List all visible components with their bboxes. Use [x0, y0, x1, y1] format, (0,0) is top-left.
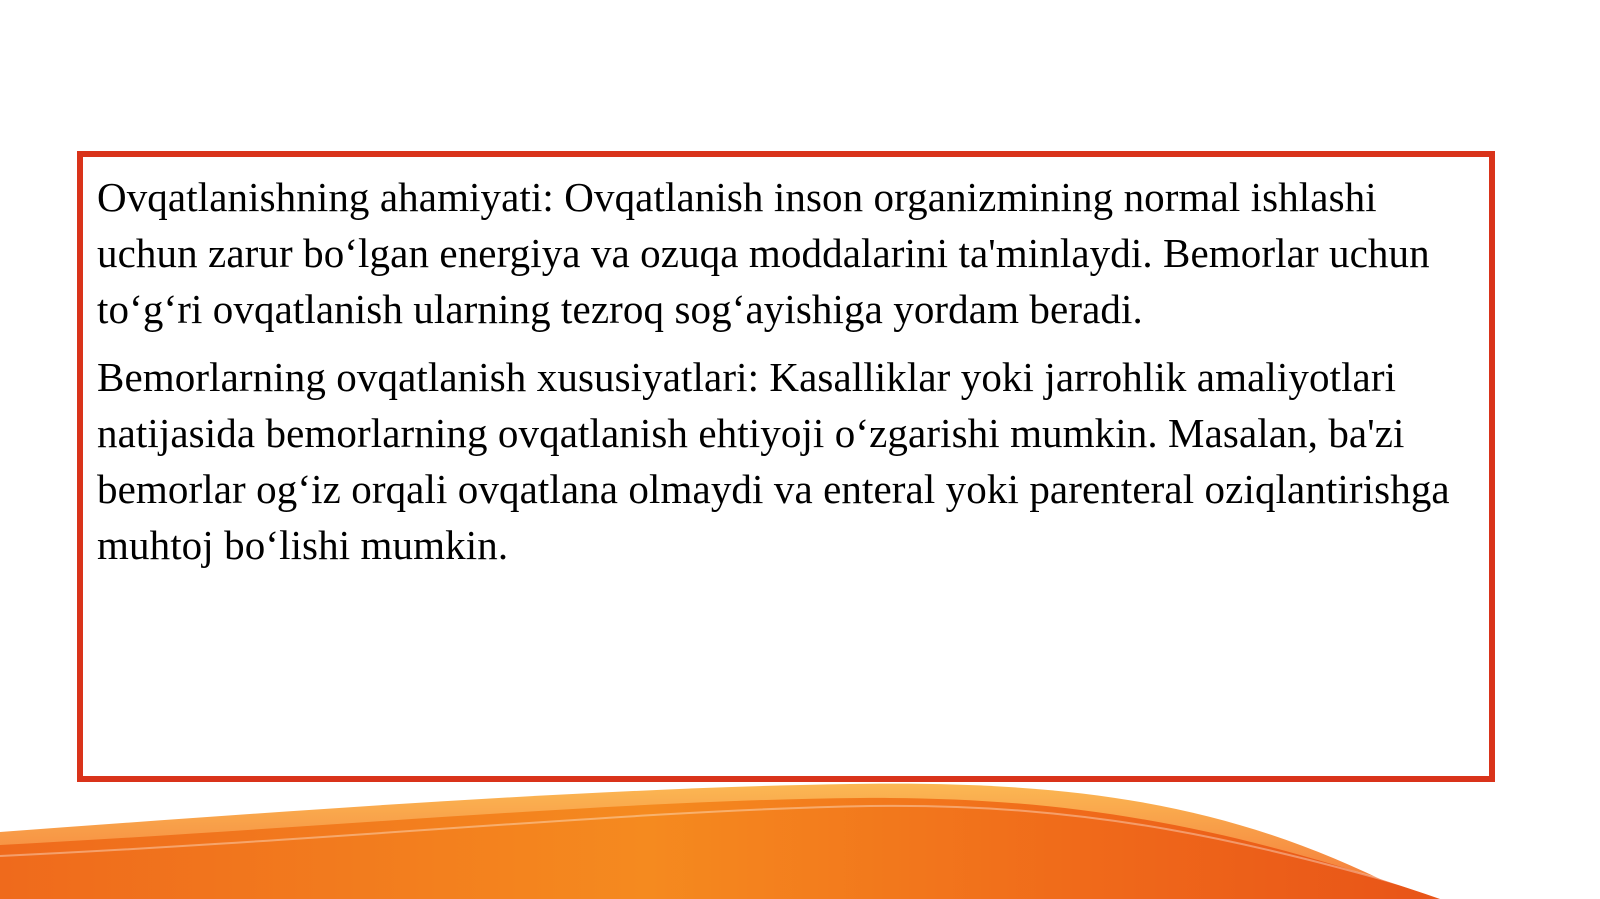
decorative-orange-wave: [0, 770, 1600, 899]
wave-front-layer: [0, 798, 1440, 899]
content-text-box: [77, 151, 1495, 782]
paragraph-importance-of-nutrition: Ovqatlanishning ahamiyati: Ovqatlanish inson organizmining normal ishlashi uchun zarur bo‘lgan energiya va ozuqa moddalarini ta'minlaydi. Bemorlar uchun to‘g‘ri ovqatlanish ularning tezroq sog‘ayishiga yordam beradi.: [97, 174, 1430, 332]
paragraph-patient-nutrition-features: Bemorlarning ovqatlanish xususiyatlari: Kasalliklar yoki jarrohlik amaliyotlari natijasida bemorlarning ovqatlanish ehtiyoji o‘zgarishi mumkin. Masalan, ba'zi bemorlar og‘iz orqali ovqatlana olmaydi va enteral yoki parenteral oziqlantirishga muhtoj bo‘lishi mumkin.: [97, 354, 1450, 568]
